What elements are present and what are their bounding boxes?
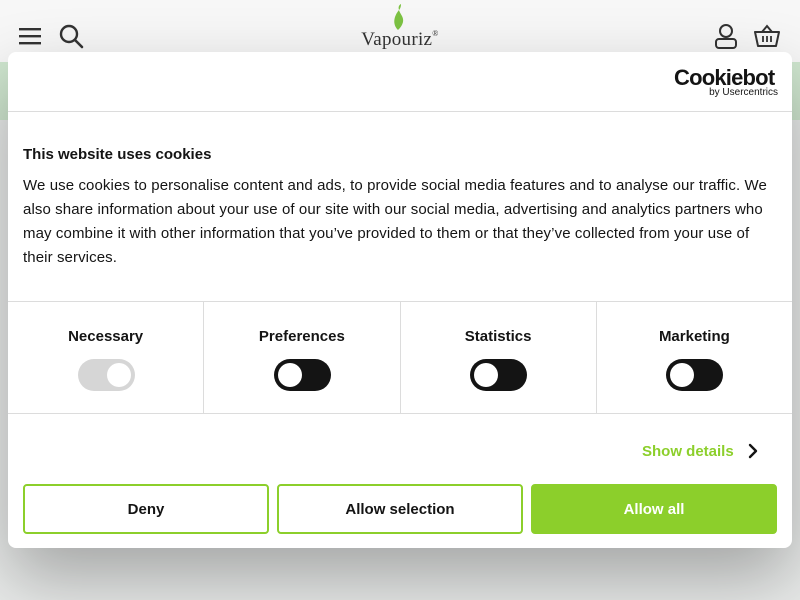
search-icon[interactable] [57,22,85,50]
category-necessary [8,302,204,413]
cookiebot-sub: by Usercentrics [709,87,778,98]
menu-icon[interactable] [16,22,44,50]
show-details-link[interactable] [642,439,760,463]
toggle-knob [278,363,302,387]
deny-button[interactable]: Deny [23,484,269,534]
cookiebot-logo[interactable] [674,66,778,98]
account-icon[interactable] [712,22,740,50]
cookie-consent-dialog [8,52,792,548]
show-details-label: Show details [642,442,734,460]
dialog-header [8,52,792,112]
allow-selection-button[interactable]: Allow selection [277,484,523,534]
basket-icon[interactable] [753,22,781,50]
logo-text: Vapouriz [361,29,433,50]
preferences-toggle[interactable] [274,359,331,391]
category-label: Statistics [464,328,532,345]
category-label: Necessary [68,328,144,345]
site-logo[interactable] [352,4,448,54]
toggle-knob [474,363,498,387]
category-preferences [204,302,400,413]
category-marketing [597,302,792,413]
necessary-toggle [78,359,135,391]
consent-categories [8,301,792,414]
dialog-body-text: We use cookies to personalise content and ads, to provide social media features and to analyse our traffic. We also share information about your use of our site with our social media, advertising and analytics partners who may combine it with other information that you’ve provided to them or that they’ve collected from your use of their services. [23,177,767,266]
statistics-toggle[interactable] [470,359,527,391]
chevron-right-icon [746,442,760,460]
category-statistics [401,302,597,413]
category-label: Preferences [258,328,345,345]
category-label: Marketing [658,328,730,345]
logo-mark: ® [432,29,439,38]
leaf-icon [352,4,448,32]
allow-all-button[interactable]: Allow all [531,484,777,534]
marketing-toggle[interactable] [666,359,723,391]
cookiebot-brand: Cookiebot [674,65,775,90]
toggle-knob [107,363,131,387]
dialog-title: This website uses cookies [23,146,212,163]
toggle-knob [670,363,694,387]
